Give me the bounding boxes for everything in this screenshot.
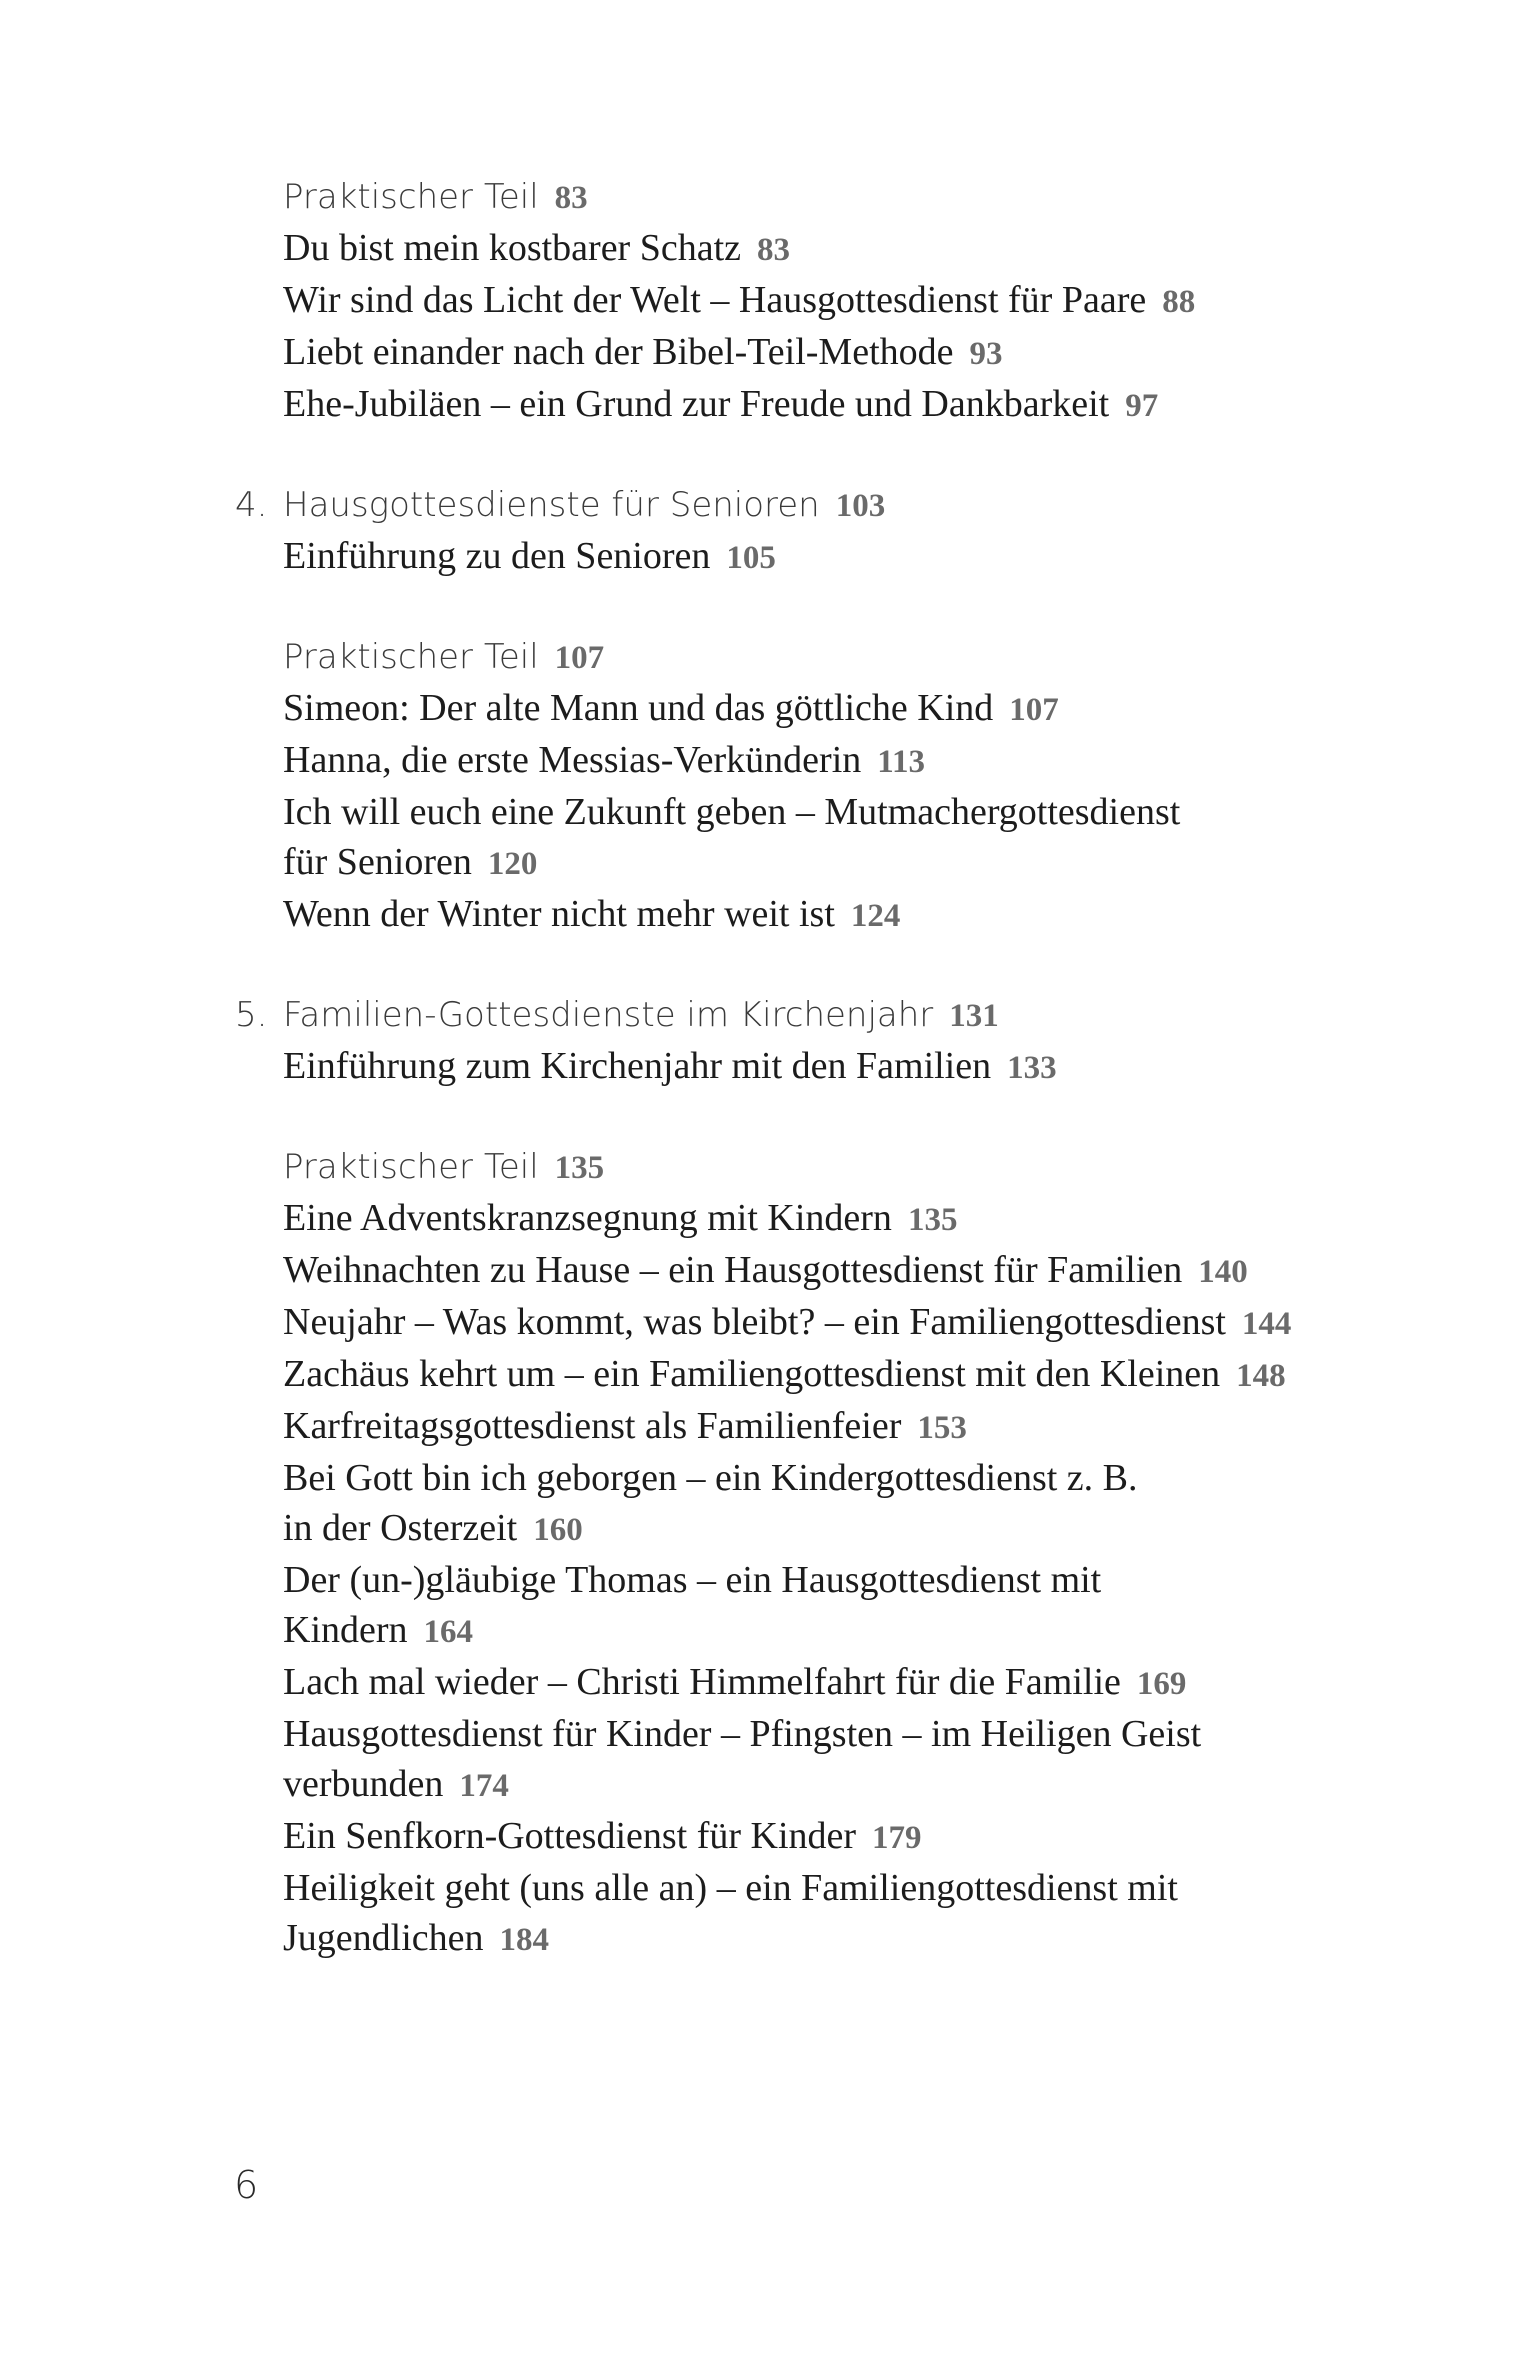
toc-entry-title: Ein Senfkorn-Gottesdienst für Kinder bbox=[283, 1815, 857, 1857]
toc-entry-title: Kindern bbox=[283, 1609, 408, 1651]
toc-entry-line bbox=[283, 1453, 1463, 1503]
toc-entry-line bbox=[283, 1913, 1463, 1965]
toc-entry-page-number: 179 bbox=[872, 1820, 922, 1856]
toc-entry-line bbox=[283, 735, 1463, 787]
toc-entry-title: Zachäus kehrt um – ein Familiengottesdienst mit den Kleinen bbox=[283, 1353, 1221, 1395]
intro-page-number: 105 bbox=[726, 540, 776, 576]
spacer bbox=[283, 941, 1463, 990]
toc-entry-page-number: 160 bbox=[533, 1512, 583, 1548]
toc-entry-line bbox=[283, 1759, 1463, 1811]
practical-part-label: Praktischer Teil bbox=[283, 637, 539, 677]
toc-entry-line bbox=[283, 1503, 1463, 1555]
toc-entry-title: Wir sind das Licht der Welt – Hausgottesdienst für Paare bbox=[283, 279, 1147, 321]
practical-part-label: Praktischer Teil bbox=[283, 1147, 539, 1187]
toc-entry-page-number: 83 bbox=[757, 232, 791, 268]
practical-part-heading bbox=[283, 172, 1463, 223]
toc-entry-title: Weihnachten zu Hause – ein Hausgottesdienst für Familien bbox=[283, 1249, 1183, 1291]
page-number: 6 bbox=[234, 2163, 259, 2207]
intro-title: Einführung zum Kirchenjahr mit den Familien bbox=[283, 1045, 992, 1087]
toc-entry-title: Bei Gott bin ich geborgen – ein Kindergottesdienst z. B. bbox=[283, 1457, 1138, 1499]
toc-entry-title: Ehe-Jubiläen – ein Grund zur Freude und Dankbarkeit bbox=[283, 383, 1110, 425]
chapter-heading bbox=[235, 990, 1463, 1041]
toc-entry-line bbox=[283, 1349, 1463, 1401]
toc-entry-page-number: 135 bbox=[907, 1202, 958, 1238]
toc-entry-title: Wenn der Winter nicht mehr weit ist bbox=[283, 893, 835, 935]
toc-entry-title: in der Osterzeit bbox=[283, 1507, 518, 1549]
toc-entry-line bbox=[283, 379, 1463, 431]
toc-entry-title: Du bist mein kostbarer Schatz bbox=[283, 227, 742, 269]
toc-entry-title: Lach mal wieder – Christi Himmelfahrt für die Familie bbox=[283, 1661, 1121, 1703]
toc-entry-title: Hanna, die erste Messias-Verkünderin bbox=[283, 739, 862, 781]
toc-entry-line bbox=[283, 1401, 1463, 1453]
toc-entry-line bbox=[283, 837, 1463, 889]
toc-entry-page-number: 140 bbox=[1198, 1254, 1248, 1290]
spacer bbox=[283, 1093, 1463, 1142]
toc-entry-line bbox=[283, 683, 1463, 735]
toc-entry-line bbox=[283, 1863, 1463, 1913]
toc-entry-line bbox=[283, 1605, 1463, 1657]
toc-entry-page-number: 184 bbox=[499, 1922, 550, 1958]
chapter-number: 4. bbox=[235, 485, 268, 525]
intro-title: Einführung zu den Senioren bbox=[283, 535, 711, 577]
toc-entry-title: Heiligkeit geht (uns alle an) – ein Familiengottesdienst mit bbox=[283, 1867, 1178, 1909]
toc-entry-line bbox=[283, 889, 1463, 941]
toc-entry-line bbox=[283, 1657, 1463, 1709]
intro-entry bbox=[283, 531, 1463, 583]
toc-entry-title: Der (un-)gläubige Thomas – ein Hausgottesdienst mit bbox=[283, 1559, 1102, 1601]
chapter-page-number: 131 bbox=[949, 998, 999, 1034]
toc-entry-page-number: 93 bbox=[969, 336, 1003, 372]
toc-entry-page-number: 97 bbox=[1125, 388, 1159, 424]
practical-part-page-number: 83 bbox=[554, 180, 588, 216]
toc-entry-line bbox=[283, 1811, 1463, 1863]
toc-entry-line bbox=[283, 1297, 1463, 1349]
toc-entry-title: verbunden bbox=[283, 1763, 444, 1805]
spacer bbox=[283, 431, 1463, 480]
toc-entry-line bbox=[283, 327, 1463, 379]
toc-entry-title: Karfreitagsgottesdienst als Familienfeier bbox=[283, 1405, 902, 1447]
toc-entry-page-number: 124 bbox=[850, 898, 901, 934]
chapter-heading bbox=[235, 480, 1463, 531]
toc-entry-line bbox=[283, 787, 1463, 837]
chapter-title: Hausgottesdienste für Senioren bbox=[283, 485, 820, 525]
chapter-title: Familien-Gottesdienste im Kirchenjahr bbox=[283, 995, 934, 1035]
toc-entry-page-number: 174 bbox=[459, 1768, 509, 1804]
toc-entry-line bbox=[283, 1709, 1463, 1759]
toc-entry-title: für Senioren bbox=[283, 841, 472, 883]
toc-entry-line bbox=[283, 275, 1463, 327]
intro-entry bbox=[283, 1041, 1463, 1093]
toc-entry-line bbox=[283, 1193, 1463, 1245]
practical-part-page-number: 107 bbox=[554, 640, 605, 676]
toc-entry-title: Eine Adventskranzsegnung mit Kindern bbox=[283, 1197, 892, 1239]
toc-entry-page-number: 144 bbox=[1241, 1306, 1292, 1342]
toc-entry-page-number: 148 bbox=[1236, 1358, 1286, 1394]
toc-entry-line bbox=[283, 1555, 1463, 1605]
toc-entry-page-number: 113 bbox=[877, 744, 925, 780]
toc-entry-title: Hausgottesdienst für Kinder – Pfingsten – im Heiligen Geist bbox=[283, 1713, 1202, 1755]
toc-entry-page-number: 164 bbox=[423, 1614, 474, 1650]
chapter-page-number: 103 bbox=[835, 488, 886, 524]
practical-part-heading bbox=[283, 1142, 1463, 1193]
spacer bbox=[283, 583, 1463, 632]
toc-entry-line bbox=[283, 223, 1463, 275]
practical-part-label: Praktischer Teil bbox=[283, 177, 539, 217]
toc-entry-page-number: 169 bbox=[1136, 1666, 1187, 1702]
toc-entry-page-number: 120 bbox=[487, 846, 538, 882]
toc-entry-title: Neujahr – Was kommt, was bleibt? – ein Familiengottesdienst bbox=[283, 1301, 1226, 1343]
chapter-number: 5. bbox=[235, 995, 268, 1035]
practical-part-page-number: 135 bbox=[554, 1150, 605, 1186]
toc-entry-line bbox=[283, 1245, 1463, 1297]
toc-entry-page-number: 88 bbox=[1162, 284, 1196, 320]
practical-part-heading bbox=[283, 632, 1463, 683]
toc-entry-title: Simeon: Der alte Mann und das göttliche Kind bbox=[283, 687, 994, 729]
toc-entry-title: Jugendlichen bbox=[283, 1917, 484, 1959]
toc-entry-page-number: 153 bbox=[917, 1410, 967, 1446]
toc-entry-title: Ich will euch eine Zukunft geben – Mutmachergottesdienst bbox=[283, 791, 1181, 833]
toc-entry-title: Liebt einander nach der Bibel-Teil-Methode bbox=[283, 331, 954, 373]
toc-entry-page-number: 107 bbox=[1009, 692, 1059, 728]
table-of-contents bbox=[235, 172, 1463, 1965]
intro-page-number: 133 bbox=[1007, 1050, 1057, 1086]
